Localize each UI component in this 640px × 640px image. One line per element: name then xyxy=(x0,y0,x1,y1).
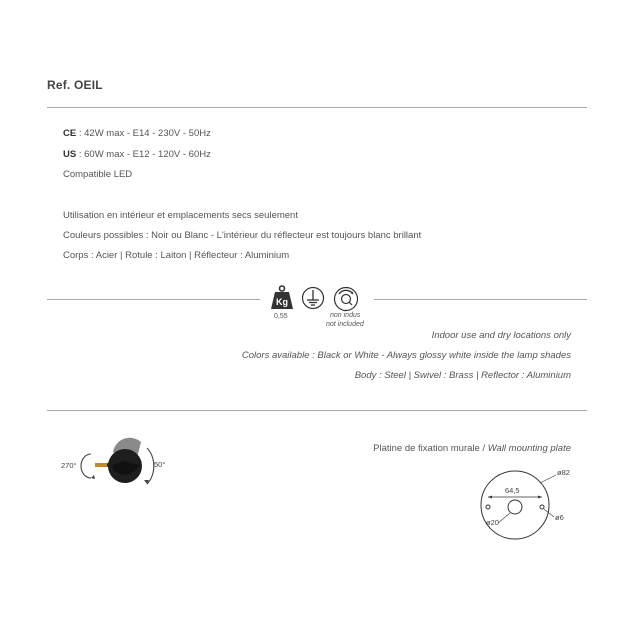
reference-title: Ref. OEIL xyxy=(47,78,103,92)
en-body: Body : Steel | Swivel : Brass | Reflector : Aluminium xyxy=(354,370,571,381)
dimmer-not-included-fr: non indus xyxy=(330,312,361,319)
spec-compatible: Compatible LED xyxy=(63,169,133,180)
spec-ce-label: CE xyxy=(63,128,77,139)
arrow-50 xyxy=(147,448,154,484)
weight-value: 0,55 xyxy=(274,313,288,320)
fr-usage: Utilisation en intérieur et emplacements secs seulement xyxy=(63,210,298,221)
weight-symbol: Kg xyxy=(276,297,288,307)
dimension-diameter-center: ø20 xyxy=(486,518,499,527)
dimension-center-distance: 64,5 xyxy=(505,486,520,495)
dimension-diameter-holes: ø6 xyxy=(555,513,564,522)
rotation-right-angle: 50° xyxy=(154,460,166,469)
weight-icon xyxy=(270,285,294,311)
screw-hole-right xyxy=(540,505,544,509)
center-hole xyxy=(508,500,522,514)
mounting-caption-en: Wall mounting plate xyxy=(487,443,571,454)
screw-hole-left xyxy=(486,505,490,509)
spec-us-label: US xyxy=(63,149,77,160)
dimmer-icon xyxy=(333,286,359,312)
middle-divider-left xyxy=(47,299,260,300)
en-colors: Colors available : Black or White - Always glossy white inside the lamp shades xyxy=(241,350,571,361)
dimmer-not-included-en: not included xyxy=(326,321,364,328)
spec-ce-value: : 42W max - E14 - 230V - 50Hz xyxy=(76,128,211,139)
dimension-diameter-plate: ø82 xyxy=(557,468,570,477)
bottom-divider xyxy=(47,410,587,411)
mounting-caption-fr: Platine de fixation murale / xyxy=(373,443,488,454)
middle-divider-right xyxy=(374,299,587,300)
mounting-plate-drawing xyxy=(470,465,580,545)
lamp-swivel-joint xyxy=(107,462,113,468)
rotation-left-angle: 270° xyxy=(61,461,77,470)
leader-20 xyxy=(498,513,510,523)
spec-us xyxy=(63,149,211,160)
arrow-270-tip xyxy=(91,475,95,479)
mounting-caption xyxy=(373,443,571,454)
arrow-270 xyxy=(81,454,91,478)
spec-ce xyxy=(63,128,211,139)
fr-colors: Couleurs possibles : Noir ou Blanc - L'intérieur du réflecteur est toujours blanc brillant xyxy=(63,230,422,241)
mounting-plate-outline xyxy=(481,471,549,539)
spec-us-value: : 60W max - E12 - 120V - 60Hz xyxy=(76,149,211,160)
leader-82 xyxy=(540,475,556,483)
ground-icon xyxy=(301,286,325,310)
en-usage: Indoor use and dry locations only xyxy=(431,330,571,341)
fr-body: Corps : Acier | Rotule : Laiton | Réflecteur : Aluminium xyxy=(63,250,290,261)
top-divider xyxy=(47,107,587,108)
